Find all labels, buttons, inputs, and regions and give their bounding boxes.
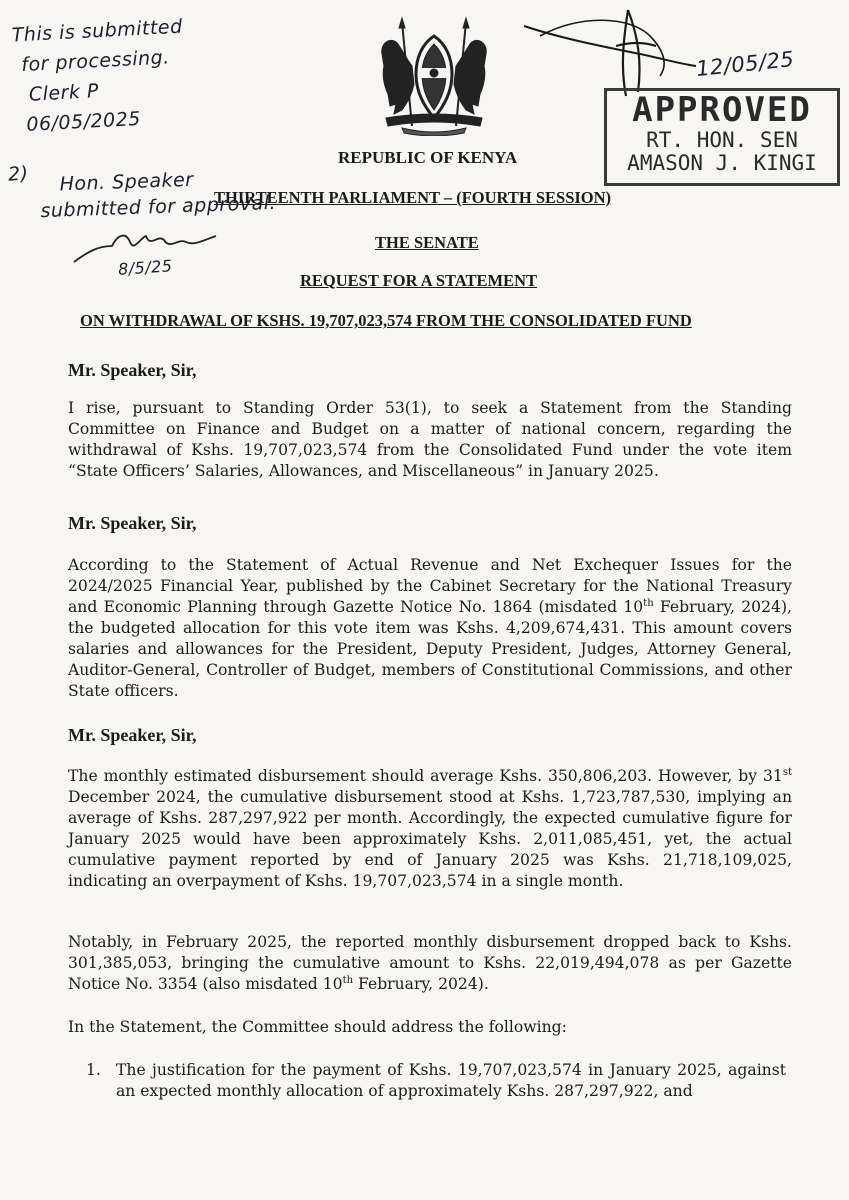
list-item-number: 1. [86,1061,101,1079]
country-title: REPUBLIC OF KENYA [338,148,518,167]
stamp-line: RT. HON. SEN [646,128,798,152]
paragraph: In the Statement, the Committee should address the following: [68,1018,567,1036]
approved-stamp [604,88,840,186]
handwritten-note-number: 2) [7,162,30,186]
salutation: Mr. Speaker, Sir, [68,513,197,533]
signature-date: 12/05/25 [695,46,796,82]
list-item [86,1060,786,1102]
handwritten-note: This is submitted for processing. Clerk P 06/05/2025 [11,15,184,136]
coat-of-arms-icon [372,14,496,136]
paragraph: The monthly estimated disbursement should average Kshs. 350,806,203. However, by 31st December 2024, the cumulative disbursement stood at Kshs. 1,723,787,530, implying an average of Kshs. 287,297,922 per month. Accordingly, the expected cumulative figure for January 2025 would have been approximately Kshs. 2,011,085,451, yet, the actual cumulative payment reported by end of January 2025 was Kshs. 21,718,109,025, indicating an overpayment of Kshs. 19,707,023,574 in a single month. [68,766,792,890]
handwritten-note: Hon. Speaker submitted for approval. [40,168,277,223]
stamp-title: APPROVED [632,90,812,130]
parliament-heading: THIRTEENTH PARLIAMENT – (FOURTH SESSION) [214,188,612,207]
paragraph: I rise, pursuant to Standing Order 53(1), to seek a Statement from the Standing Committee on Finance and Budget on a matter of national concern, regarding the withdrawal of Kshs. 19,707,023,574 from the Consolidated Fund under the vote item “State Officers’ Salaries, Allowances, and Miscellaneous” in January 2025. [68,399,792,480]
paragraph: Notably, in February 2025, the reported monthly disbursement dropped back to Kshs. 301,385,053, bringing the cumulative amount to Kshs. 22,019,494,078 as per Gazette Notice No. 3354 (also misdated 10th February, 2024). [68,933,792,993]
salutation: Mr. Speaker, Sir, [68,360,197,380]
list-item-text: The justification for the payment of Kshs. 19,707,023,574 in January 2025, against an expected monthly allocation of approximately Kshs. 287,297,922, and [116,1061,786,1100]
handwritten-date: 8/5/25 [117,256,174,279]
subject-heading: ON WITHDRAWAL OF KSHS. 19,707,023,574 FROM THE CONSOLIDATED FUND [80,311,692,330]
doc-type-heading: REQUEST FOR A STATEMENT [300,271,538,290]
salutation: Mr. Speaker, Sir, [68,725,197,745]
stamp-line: AMASON J. KINGI [627,151,817,175]
paragraph: According to the Statement of Actual Revenue and Net Exchequer Issues for the 2024/2025 Financial Year, published by the Cabinet Secretary for the National Treasury and Economic Planning through Gazette Notice No. 1864 (misdated 10th February, 2024), the budgeted allocation for this vote item was Kshs. 4,209,674,431. This amount covers salaries and allowances for the President, Deputy President, Judges, Attorney General, Auditor-General, Controller of Budget, members of Constitutional Commissions, and other State officers. [68,556,792,700]
house-heading: THE SENATE [375,233,479,252]
